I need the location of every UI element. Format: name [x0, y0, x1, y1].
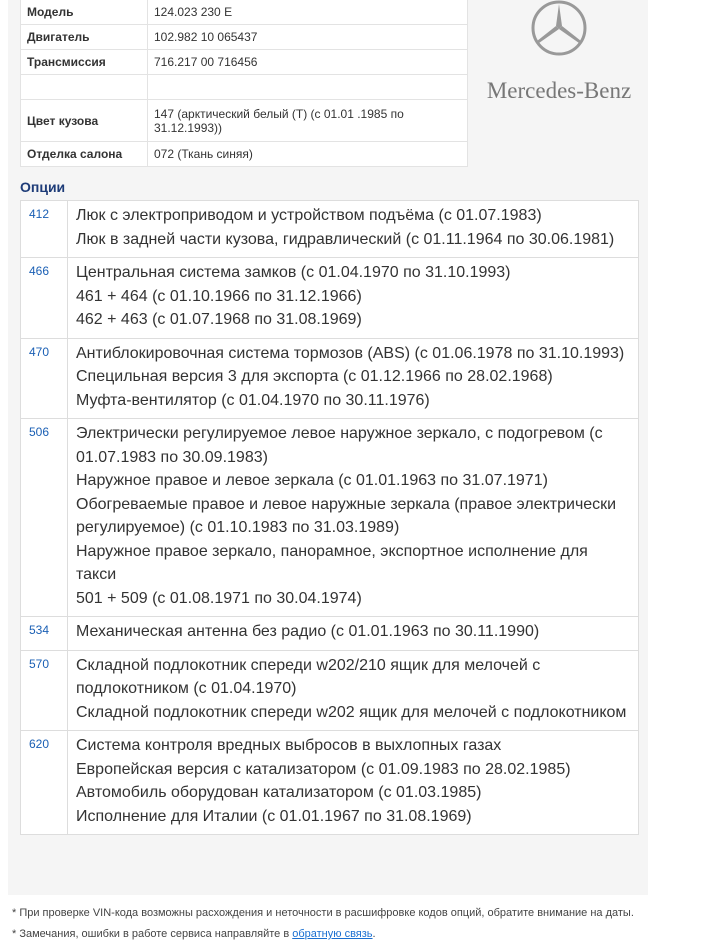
option-line: 501 + 509 (с 01.08.1971 по 30.04.1974) — [76, 589, 362, 607]
spec-label: Цвет кузова — [21, 100, 148, 142]
spec-row — [21, 75, 468, 100]
spec-label: Модель — [21, 0, 148, 25]
option-line: Обогреваемые правое и левое наружные зеркала (правое электрически регулируемое) (с 01.10.1983 по 31.03.1989) — [76, 495, 617, 536]
option-line: Механическая антенна без радио (с 01.01.1963 по 30.11.1990) — [76, 623, 540, 640]
option-line: Автомобиль оборудован катализатором (с 01.03.1985) — [76, 784, 482, 801]
spec-value: 072 (Ткань синяя) — [148, 142, 468, 167]
option-line: Европейская версия с катализатором (с 01.09.1983 по 28.02.1985) — [76, 760, 571, 778]
mercedes-logo — [478, 0, 640, 110]
option-description — [68, 731, 639, 835]
option-row — [21, 731, 639, 835]
option-line: Наружное правое и левое зеркала (с 01.01.1963 по 31.07.1971) — [76, 472, 548, 489]
option-row — [21, 201, 639, 258]
vin-disclaimer: * При проверке VIN-кода возможны расхождения и неточности в расшифровке кодов опций, обратите внимание на даты. — [12, 907, 634, 919]
spec-label: Двигатель — [21, 25, 148, 50]
option-code[interactable]: 412 — [21, 201, 68, 258]
options-table — [20, 200, 639, 835]
option-line: Центральная система замков (с 01.04.1970 по 31.10.1993) — [76, 264, 511, 281]
options-heading: Опции — [20, 179, 66, 195]
spec-label: Трансмиссия — [21, 50, 148, 75]
option-line: 462 + 463 (с 01.07.1968 по 31.08.1969) — [76, 311, 362, 328]
option-description — [68, 650, 639, 731]
option-description — [68, 258, 639, 339]
option-line: Антиблокировочная система тормозов (ABS) (с 01.06.1978 по 31.10.1993) — [76, 344, 625, 362]
spec-row — [21, 25, 468, 50]
option-line: Складной подлокотник спереди w202 ящик для мелочей с подлокотником — [76, 703, 627, 721]
option-code[interactable]: 620 — [21, 731, 68, 835]
option-row — [21, 419, 639, 617]
spec-value: 147 (арктический белый (T) (с 01.01 .1985 по 31.12.1993)) — [148, 100, 468, 142]
option-description — [68, 338, 639, 419]
option-line: Складной подлокотник спереди w202/210 ящик для мелочей с подлокотником (с 01.04.1970) — [76, 656, 541, 697]
spec-row — [21, 0, 468, 25]
option-description — [68, 201, 639, 258]
option-line: Люк с электроприводом и устройством подъёма (с 01.07.1983) — [76, 207, 542, 224]
spec-value — [148, 75, 468, 100]
option-line: Электрически регулируемое левое наружное зеркало, с подогревом (с 01.07.1983 по 30.09.1983) — [76, 425, 603, 466]
option-code[interactable]: 534 — [21, 617, 68, 651]
option-line: Люк в задней части кузова, гидравлический (с 01.11.1964 по 30.06.1981) — [76, 230, 615, 248]
spec-row — [21, 100, 468, 142]
feedback-note: * Замечания, ошибки в работе сервиса направляйте в обратную связь. — [12, 928, 376, 940]
option-line: 461 + 464 (с 01.10.1966 по 31.12.1966) — [76, 287, 362, 305]
option-line: Наружное правое зеркало, панорамное, экспортное исполнение для такси — [76, 542, 588, 583]
spec-value: 124.023 230 E — [148, 0, 468, 25]
option-line: Исполнение для Италии (с 01.01.1967 по 31.08.1969) — [76, 807, 472, 825]
option-code[interactable]: 570 — [21, 650, 68, 731]
option-description — [68, 617, 639, 651]
spec-value: 716.217 00 716456 — [148, 50, 468, 75]
option-code[interactable]: 466 — [21, 258, 68, 339]
option-line: Муфта-вентилятор (с 01.04.1970 по 30.11.1976) — [76, 391, 430, 409]
mercedes-star-icon — [529, 0, 589, 60]
vehicle-spec-table — [20, 0, 468, 167]
brand-name: Mercedes-Benz — [486, 78, 632, 103]
option-row — [21, 258, 639, 339]
option-row — [21, 650, 639, 731]
spec-row — [21, 142, 468, 167]
option-row — [21, 338, 639, 419]
option-code[interactable]: 506 — [21, 419, 68, 617]
spec-row — [21, 50, 468, 75]
option-code[interactable]: 470 — [21, 338, 68, 419]
spec-label — [21, 75, 148, 100]
spec-label: Отделка салона — [21, 142, 148, 167]
feedback-link[interactable]: обратную связь — [292, 928, 373, 940]
option-line: Специльная версия 3 для экспорта (с 01.12.1966 по 28.02.1968) — [76, 368, 553, 385]
option-row — [21, 617, 639, 651]
spec-value: 102.982 10 065437 — [148, 25, 468, 50]
option-line: Система контроля вредных выбросов в выхлопных газах — [76, 737, 502, 754]
option-description — [68, 419, 639, 617]
